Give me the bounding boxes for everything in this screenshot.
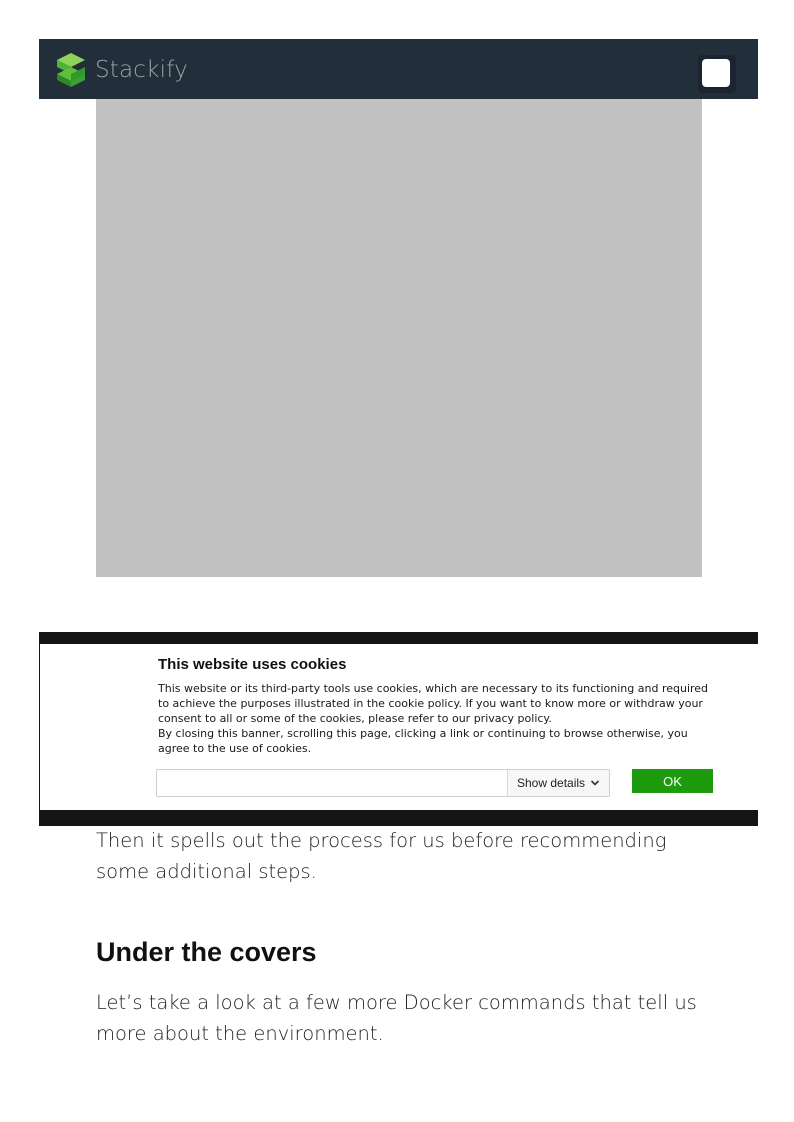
menu-button-icon [702, 59, 730, 87]
chevron-down-icon [590, 778, 600, 788]
cookie-banner-content [40, 644, 758, 810]
menu-button[interactable] [698, 55, 736, 93]
show-details-label: Show details [517, 776, 586, 790]
brand-name: Stackify [95, 57, 188, 83]
cookie-consent-paragraph: By closing this banner, scrolling this page, clicking a link or continuing to browse otherwise, you agree to the use of cookies. [158, 727, 688, 755]
article-paragraph: Let’s take a look at a few more Docker commands that tell us more about the environment. [96, 991, 697, 1045]
article-paragraph: Then it spells out the process for us before recommending some additional steps. [96, 829, 667, 883]
cookie-details-bar [156, 769, 610, 797]
stackify-logo-icon [56, 52, 86, 88]
top-navigation-bar [39, 39, 758, 99]
cookie-banner [39, 632, 758, 826]
cookie-banner-text [158, 681, 718, 756]
ok-button[interactable]: OK [632, 769, 713, 793]
show-details-button[interactable] [507, 770, 609, 796]
cookie-banner-title: This website uses cookies [158, 656, 347, 673]
hero-image-placeholder [96, 99, 702, 577]
cookie-policy-paragraph: This website or its third-party tools use cookies, which are necessary to its functioning and required to achieve the purposes illustrated in the cookie policy. If you want to know more or withdraw your consent to all or some of the cookies, please refer to our privacy policy. [158, 682, 709, 725]
section-heading: Under the covers [96, 937, 317, 967]
brand-logo[interactable] [56, 53, 188, 87]
